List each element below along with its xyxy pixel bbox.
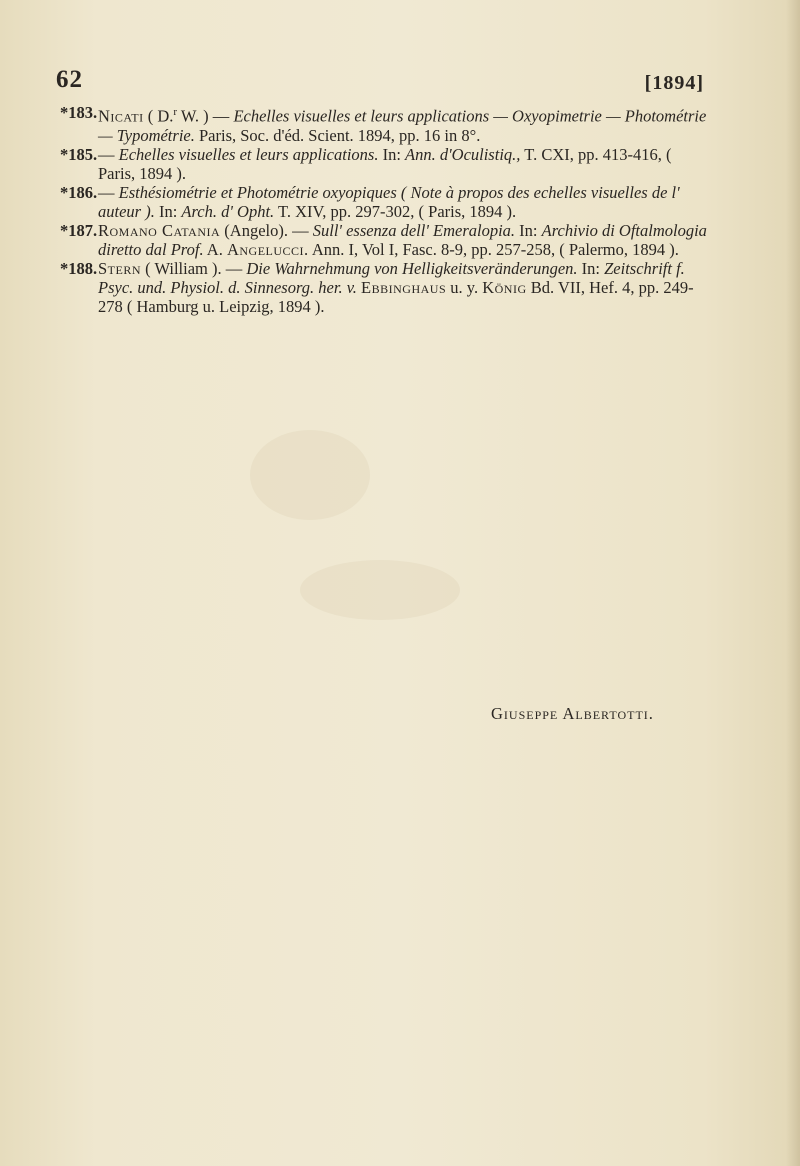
entry-text: r	[173, 106, 178, 118]
bibliography-entry	[60, 145, 710, 183]
bibliography-list	[60, 103, 710, 316]
entry-text: Ebbinghaus	[361, 277, 447, 297]
entry-number: *187.	[60, 220, 98, 240]
entry-title-text: Die Wahrnehmung von Helligkeitsveränderungen.	[246, 258, 578, 278]
entry-text: —	[98, 144, 119, 164]
entry-title-text: Echelles visuelles et leurs applications.	[118, 144, 379, 164]
entry-author: Romano Catania	[98, 220, 221, 240]
entry-text: In:	[577, 258, 605, 278]
entry-title-text: Archivio di Oftalmologia diretto dal Prof.	[98, 220, 707, 259]
entry-text: In:	[378, 144, 406, 164]
entry-text: T. XIV, pp. 297-302, ( Paris, 1894 ).	[274, 201, 517, 221]
entry-title-text: Arch. d' Opht.	[181, 201, 275, 221]
paper-stain	[300, 560, 460, 620]
page-edge-shadow	[786, 0, 800, 1166]
bibliography-entry	[60, 221, 710, 259]
entry-author: Stern	[98, 258, 142, 278]
header-year: [1894]	[644, 72, 704, 94]
entry-title-text: Echelles visuelles et leurs applications — Oxyopimetrie — Photométrie — Typométrie.	[98, 106, 707, 145]
entry-text: ( William ). —	[141, 258, 247, 278]
bibliography-entry	[60, 183, 710, 221]
page-number: 62	[56, 66, 83, 93]
entry-text: In:	[154, 201, 182, 221]
entry-text: In:	[515, 220, 542, 240]
entry-number: *185.	[60, 144, 98, 164]
entry-number: *183.	[60, 103, 98, 122]
entry-text: T. CXI, pp. 413-416, ( Paris, 1894 ).	[98, 144, 672, 183]
entry-title-text: Ann. d'Oculistiq.,	[405, 144, 521, 164]
entry-text: Angelucci.	[226, 239, 309, 259]
entry-text: Paris, Soc. d'éd. Scient. 1894, pp. 16 in 8°.	[194, 125, 481, 145]
entry-title-text: Sull' essenza dell' Emeralopia.	[312, 220, 516, 240]
entry-text: —	[98, 182, 119, 202]
entry-text: A.	[203, 239, 227, 259]
author-signature: Giuseppe Albertotti.	[491, 704, 654, 723]
bibliography-entry	[60, 259, 710, 316]
entry-text: ( D.	[143, 106, 174, 126]
entry-text: u. y.	[446, 277, 483, 297]
paper-stain	[250, 430, 370, 520]
entry-text: W. ) —	[177, 106, 234, 126]
running-header	[56, 66, 704, 100]
entry-text: König	[482, 277, 527, 297]
entry-title-text: Esthésiométrie et Photométrie oxyopiques ( Note à propos des echelles visuelles de l' auteur ).	[98, 182, 680, 221]
entry-number: *186.	[60, 182, 98, 202]
entry-text: Bd. VII, Hef. 4, pp. 249-278 ( Hamburg u. Leipzig, 1894 ).	[98, 277, 694, 316]
entry-text: (Angelo). —	[220, 220, 313, 240]
entry-number: *188.	[60, 258, 98, 278]
entry-author: Nicati	[98, 106, 144, 126]
entry-title-text: Zeitschrift f. Psyc. und. Physiol. d. Sinnesorg. her. v.	[98, 258, 685, 297]
bibliography-entry	[60, 103, 710, 145]
entry-text: Ann. I, Vol I, Fasc. 8-9, pp. 257-258, ( Palermo, 1894 ).	[308, 239, 679, 259]
